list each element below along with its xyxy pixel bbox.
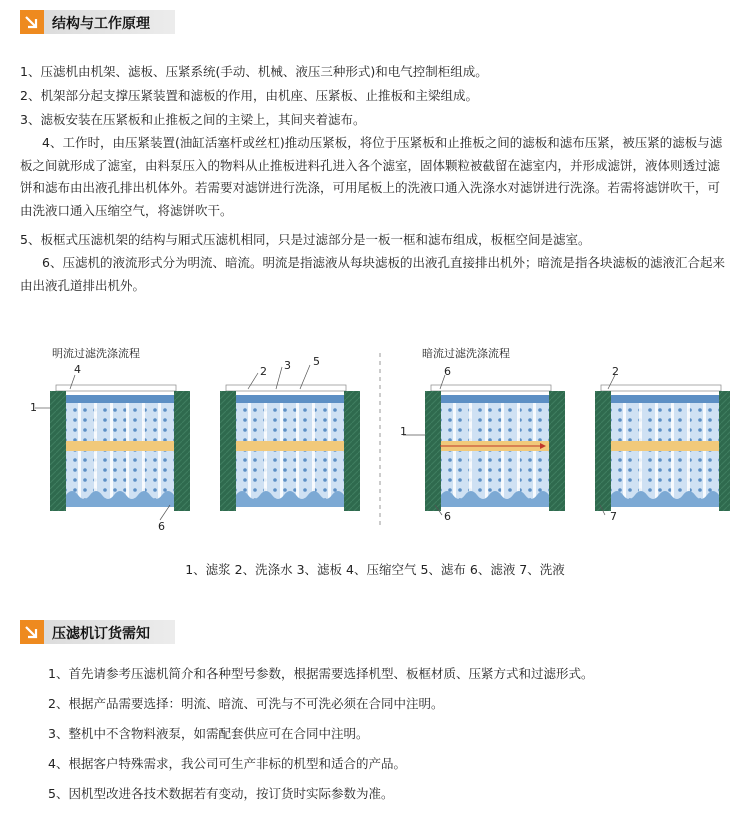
callout-6: 6: [158, 520, 165, 533]
paragraph-6: 6、压滤机的液流形式分为明流、暗流。明流是指滤液从每块滤板的出液孔直接排出机外；暗流是指各块滤板的滤液汇合起来由出液孔道排出机外。: [20, 255, 725, 293]
callout-3: 3: [284, 359, 291, 372]
filter-press-diagram: [30, 345, 730, 545]
diagram-title-open-flow: 明流过滤洗涤流程: [52, 347, 140, 360]
paragraph-2: 2、机架部分起支撑压紧装置和滤板的作用，由机座、压紧板、止推板和主梁组成。: [20, 88, 478, 103]
callout-6: 6: [444, 510, 451, 523]
section-header-order: [20, 620, 730, 644]
notice-5: 5、因机型改进各技术数据若有变动，按订货时实际参数为准。: [48, 786, 394, 801]
callout-1: 1: [30, 401, 37, 414]
paragraph-3: 3、滤板安装在压紧板和止推板之间的主梁上，其间夹着滤布。: [20, 112, 366, 127]
paragraph-1: 1、压滤机由机架、滤板、压紧系统(手动、机械、液压三种形式)和电气控制柜组成。: [20, 64, 488, 79]
arrow-icon: [20, 10, 44, 34]
arrow-icon: [20, 620, 44, 644]
paragraph-4: 4、工作时，由压紧装置(油缸活塞杆或丝杠)推动压紧板，将位于压紧板和止推板之间的滤板和滤布压紧，被压紧的滤板与滤板之间就形成了滤室，由料泵压入的物料从止推板进料孔进入各个滤室，固体颗粒被截留在滤室内，并形成滤饼，液体则透过滤饼和滤布由出液孔排出机体外。若需要对滤饼进行洗涤，可用尾板上的洗液口通入洗涤水对滤饼进行洗涤。若需将滤饼吹干，可由洗液口通入压缩空气，将滤饼吹干。: [20, 135, 723, 218]
diagram-legend: 1、滤浆 2、洗涤水 3、滤板 4、压缩空气 5、滤布 6、滤液 7、洗液: [185, 562, 565, 577]
section-title: 压滤机订货需知: [52, 626, 150, 642]
notice-2: 2、根据产品需要选择：明流、暗流、可洗与不可洗必须在合同中注明。: [48, 696, 444, 711]
callout-4: 4: [74, 363, 81, 376]
callout-1: 1: [400, 425, 407, 438]
section-header-structure: [20, 10, 730, 34]
diagram-graphic: [30, 345, 730, 545]
diagram-title-closed-flow: 暗流过滤洗涤流程: [422, 347, 510, 360]
callout-6: 6: [444, 365, 451, 378]
notice-1: 1、首先请参考压滤机简介和各种型号参数，根据需要选择机型、板框材质、压紧方式和过滤形式。: [48, 666, 594, 681]
section-title: 结构与工作原理: [52, 16, 150, 32]
paragraph-5: 5、板框式压滤机架的结构与厢式压滤机相同，只是过滤部分是一板一框和滤布组成，板框空间是滤室。: [20, 232, 591, 247]
callout-7: 7: [610, 510, 617, 523]
callout-5: 5: [313, 355, 320, 368]
callout-2: 2: [260, 365, 267, 378]
notice-3: 3、整机中不含物料液泵，如需配套供应可在合同中注明。: [48, 726, 369, 741]
notice-4: 4、根据客户特殊需求，我公司可生产非标的机型和适合的产品。: [48, 756, 406, 771]
callout-2: 2: [612, 365, 619, 378]
